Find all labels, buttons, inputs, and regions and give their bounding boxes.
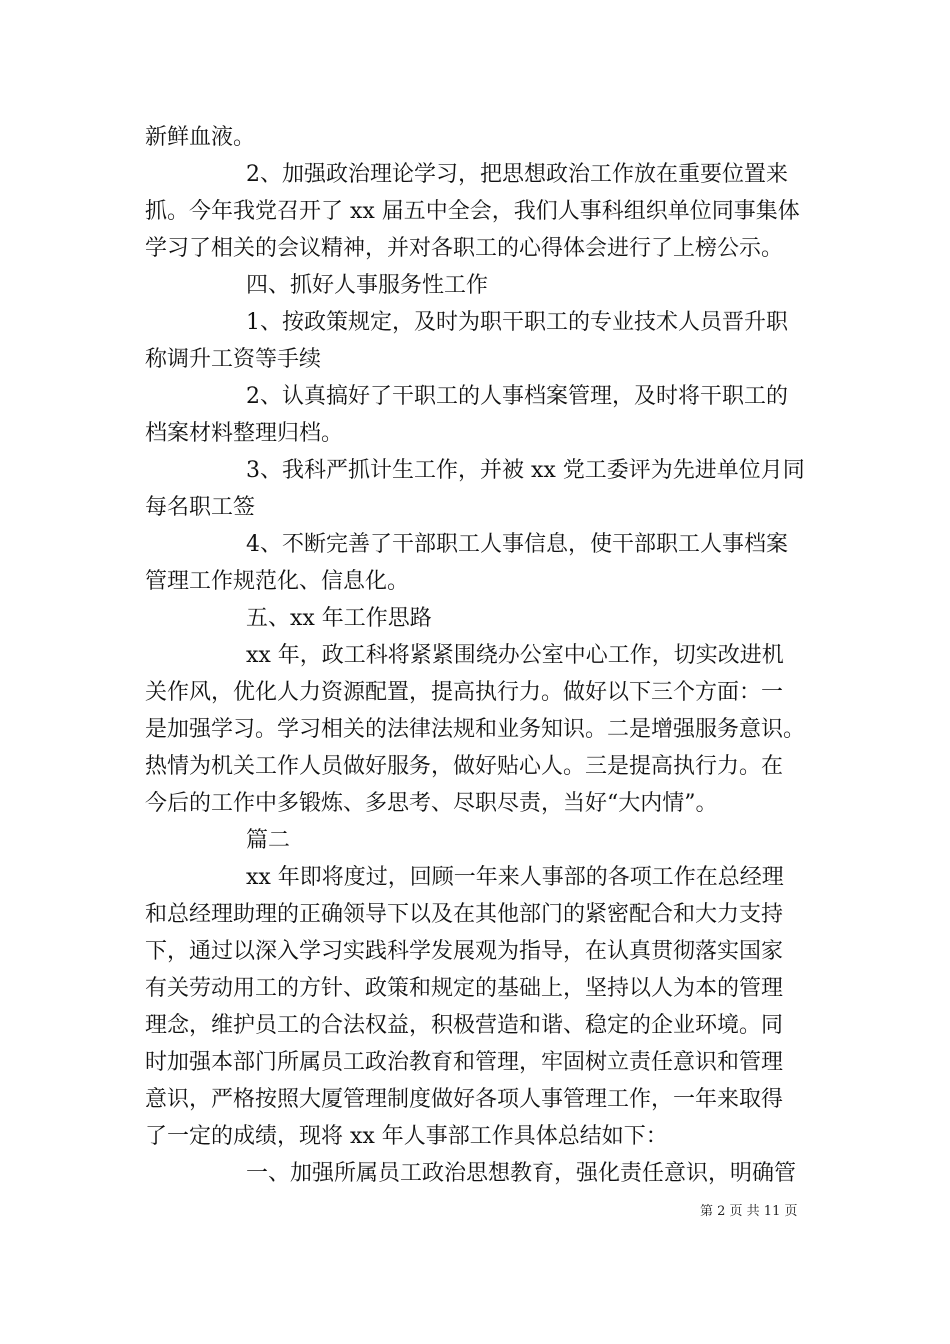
text-line: 2、加强政治理论学习，把思想政治工作放在重要位置来 — [246, 162, 788, 187]
text-line: 有关劳动用工的方针、政策和规定的基础上，坚持以人为本的管理 — [145, 976, 784, 1001]
text-line: 每名职工签 — [145, 495, 256, 520]
text-line: 2、认真搞好了干职工的人事档案管理，及时将干职工的 — [246, 384, 788, 409]
text-line: 档案材料整理归档。 — [145, 421, 344, 446]
text-line: 今后的工作中多锻炼、多思考、尽职尽责，当好“大内情”。 — [145, 791, 718, 816]
text-line: 3、我科严抓计生工作，并被 xx 党工委评为先进单位月同 — [246, 458, 805, 483]
text-line: 是加强学习。学习相关的法律法规和业务知识。二是增强服务意识。 — [145, 717, 806, 742]
text-line: 1、按政策规定，及时为职干职工的专业技术人员晋升职 — [246, 310, 788, 335]
section-heading: 五、xx 年工作思路 — [246, 606, 432, 631]
text-line: 了一定的成绩，现将 xx 年人事部工作具体总结如下： — [145, 1124, 668, 1149]
text-line: 一、加强所属员工政治思想教育，强化责任意识，明确管 — [246, 1161, 797, 1186]
text-line: 理念，维护员工的合法权益，积极营造和谐、稳定的企业环境。同 — [145, 1013, 784, 1038]
text-line: 称调升工资等手续 — [145, 347, 322, 372]
text-line: 学习了相关的会议精神，并对各职工的心得体会进行了上榜公示。 — [145, 236, 784, 261]
text-line: xx 年即将度过，回顾一年来人事部的各项工作在总经理 — [246, 865, 784, 890]
text-line: 时加强本部门所属员工政治教育和管理，牢固树立责任意识和管理 — [145, 1050, 784, 1075]
text-line: 4、不断完善了干部职工人事信息，使干部职工人事档案 — [246, 532, 788, 557]
text-line: 关作风，优化人力资源配置，提高执行力。做好以下三个方面：一 — [145, 680, 784, 705]
page-number-footer: 第 2 页 共 11 页 — [700, 1204, 798, 1219]
text-line: 抓。今年我党召开了 xx 届五中全会，我们人事科组织单位同事集体 — [145, 199, 800, 224]
text-line: 意识，严格按照大厦管理制度做好各项人事管理工作，一年来取得 — [145, 1087, 784, 1112]
section-heading: 篇二 — [246, 828, 291, 853]
section-heading: 四、抓好人事服务性工作 — [246, 273, 489, 298]
text-line: 下，通过以深入学习实践科学发展观为指导，在认真贯彻落实国家 — [145, 939, 784, 964]
text-line: 和总经理助理的正确领导下以及在其他部门的紧密配合和大力支持 — [145, 902, 784, 927]
text-line: xx 年，政工科将紧紧围绕办公室中心工作，切实改进机 — [246, 643, 784, 668]
text-line: 新鲜血液。 — [145, 125, 256, 150]
text-line: 热情为机关工作人员做好服务，做好贴心人。三是提高执行力。在 — [145, 754, 784, 779]
text-line: 管理工作规范化、信息化。 — [145, 569, 410, 594]
